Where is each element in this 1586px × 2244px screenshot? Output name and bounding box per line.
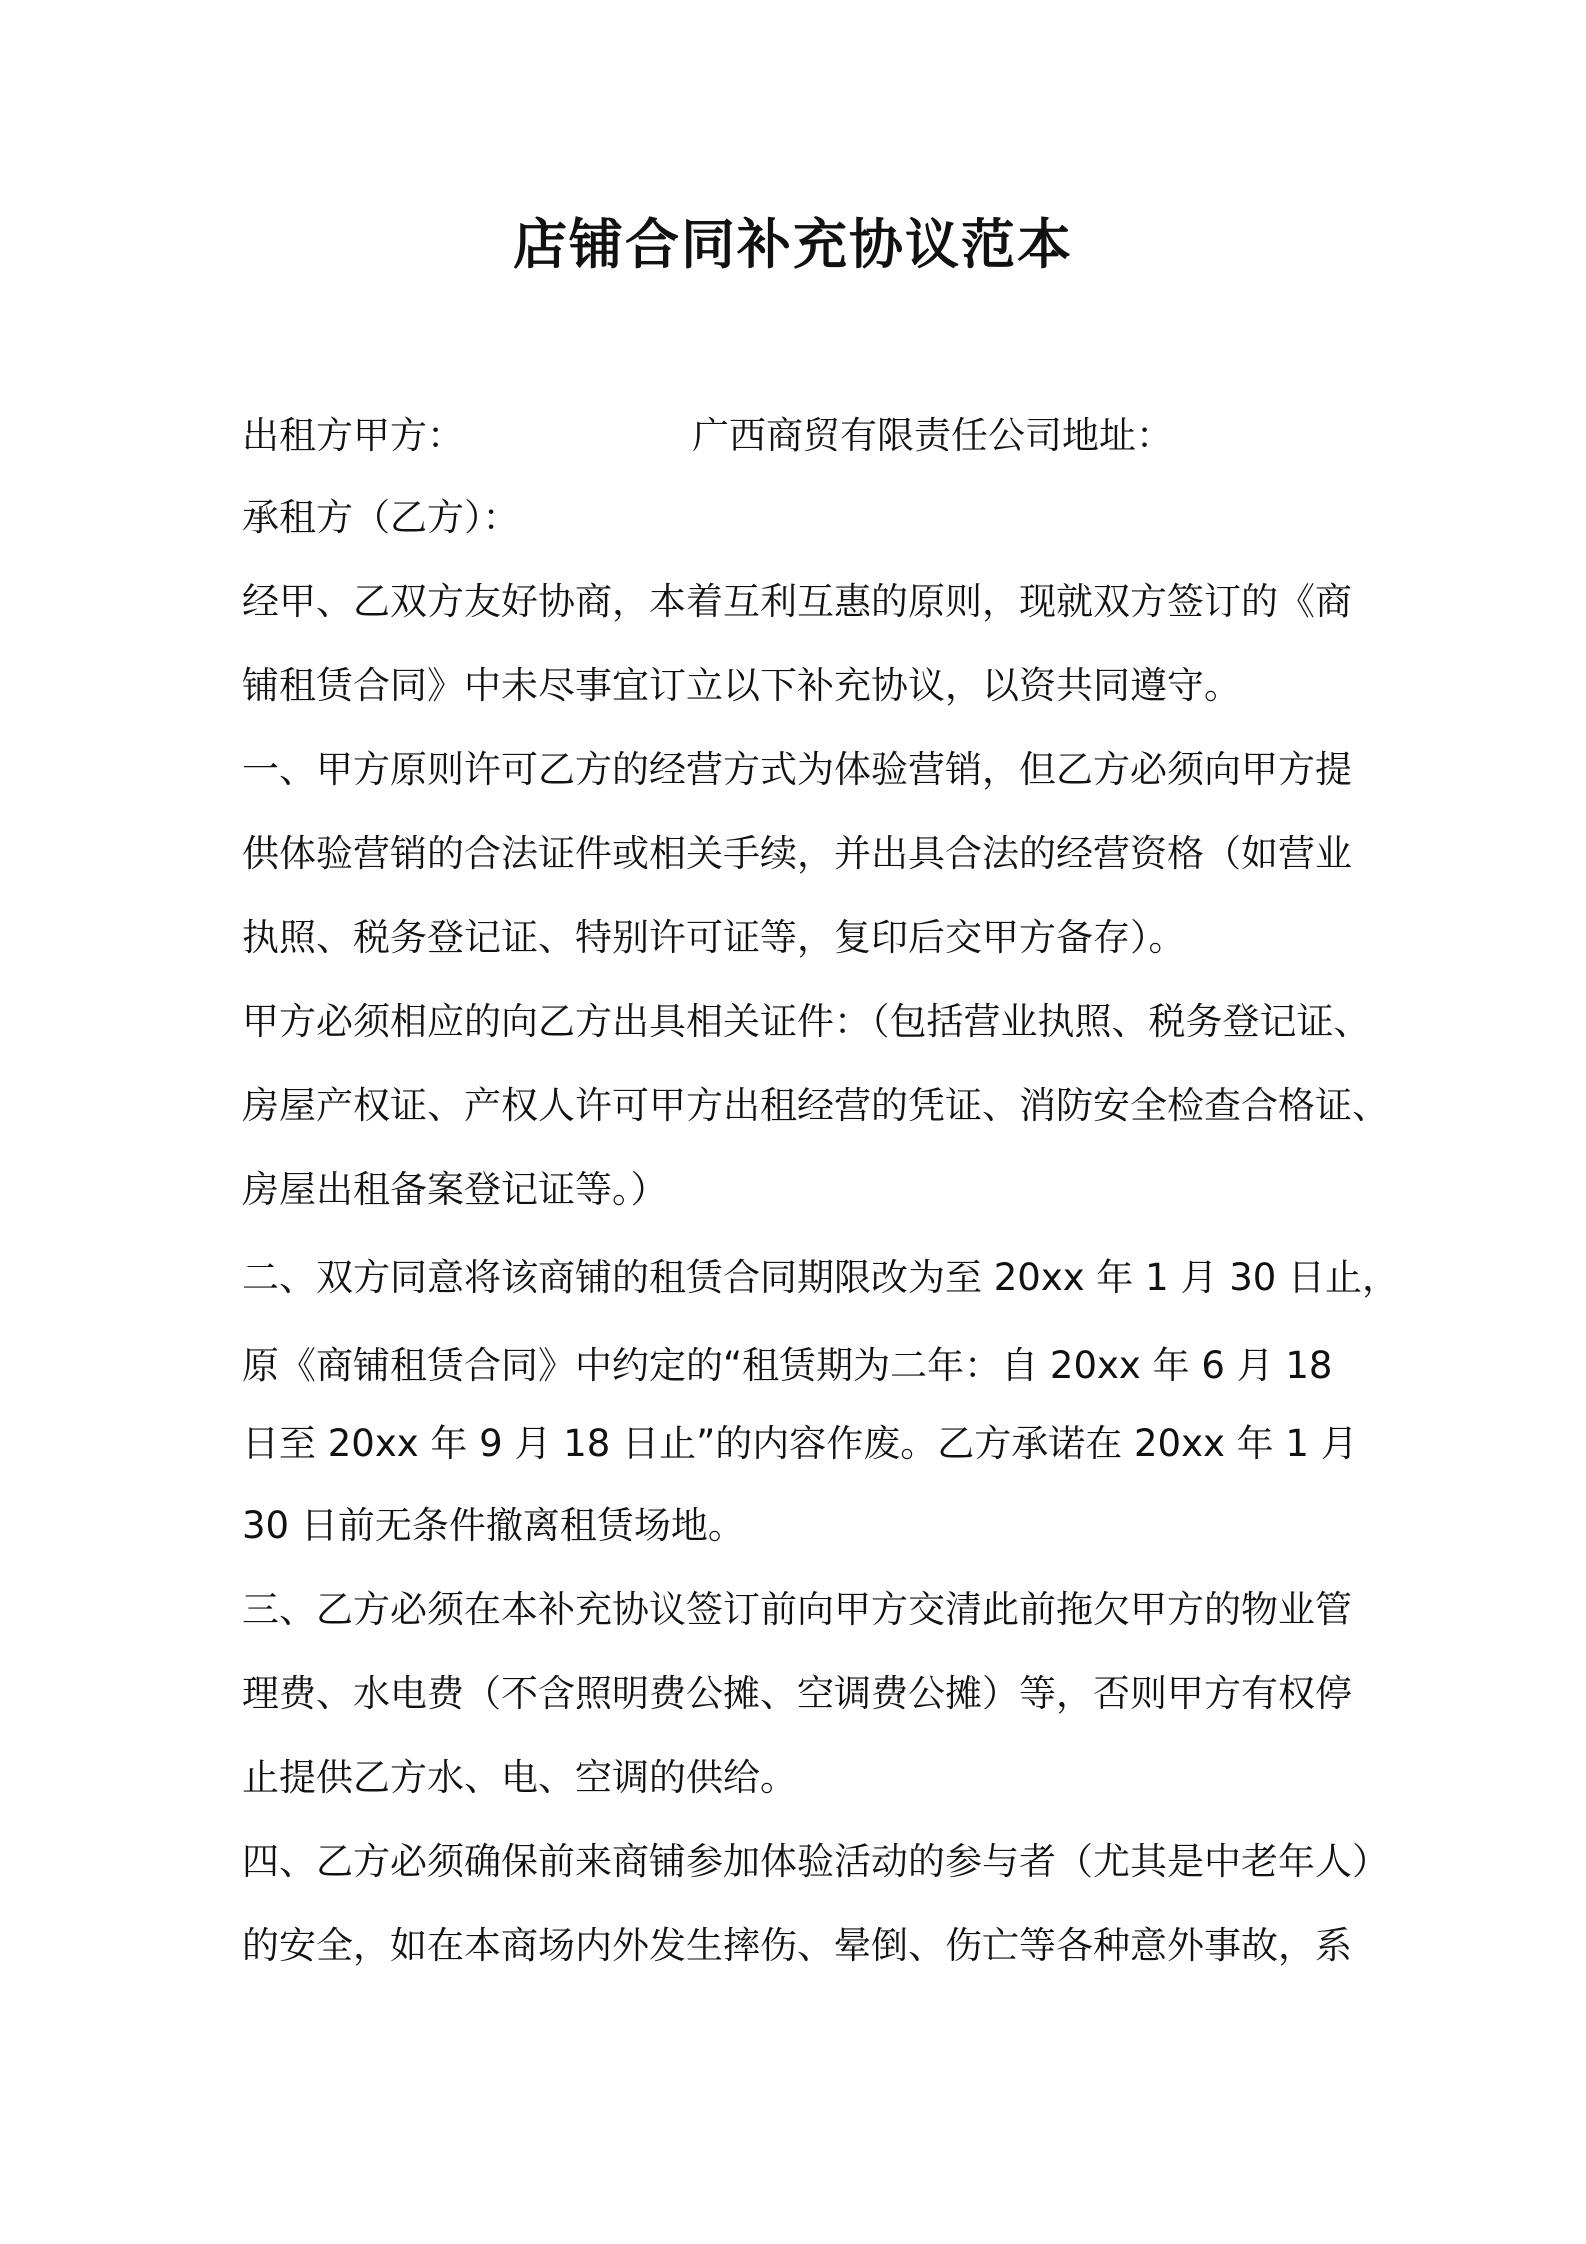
paragraph-line: 四、乙方必须确保前来商铺参加体验活动的参与者（尤其是中老年人） [242, 1840, 1389, 1883]
paragraph-line: 执照、税务登记证、特别许可证等，复印后交甲方备存）。 [242, 916, 1186, 959]
paragraph-line: 的安全，如在本商场内外发生摔伤、晕倒、伤亡等各种意外事故，系 [242, 1924, 1352, 1967]
lessor-row [242, 410, 1362, 462]
paragraph-line: 甲方必须相应的向乙方出具相关证件：（包括营业执照、税务登记证、 [242, 1000, 1371, 1043]
paragraph-line: 原《商铺租赁合同》中约定的“租赁期为二年：自 20xx 年 6 月 18 [242, 1344, 1333, 1387]
paragraph-line: 30 日前无条件撤离租赁场地。 [242, 1504, 745, 1547]
paragraph-line: 三、乙方必须在本补充协议签订前向甲方交清此前拖欠甲方的物业管 [242, 1588, 1352, 1631]
document-title: 店铺合同补充协议范本 [513, 213, 1073, 276]
paragraph-line: 二、双方同意将该商铺的租赁合同期限改为至 20xx 年 1 月 30 日止， [242, 1256, 1400, 1299]
paragraph-line: 经甲、乙双方友好协商，本着互利互惠的原则，现就双方签订的《商 [242, 580, 1352, 623]
paragraph-line: 止提供乙方水、电、空调的供给。 [242, 1756, 797, 1799]
paragraph-line: 房屋出租备案登记证等。） [242, 1168, 668, 1211]
paragraph-line: 理费、水电费（不含照明费公摊、空调费公摊）等，否则甲方有权停 [242, 1672, 1352, 1715]
lessor-company: 广西商贸有限责任公司地址： [692, 414, 1173, 457]
paragraph-line: 铺租赁合同》中未尽事宜订立以下补充协议，以资共同遵守。 [242, 664, 1241, 707]
paragraph-line: 日至 20xx 年 9 月 18 日止”的内容作废。乙方承诺在 20xx 年 1 月 [242, 1422, 1358, 1465]
lessor-label: 出租方甲方： [242, 414, 464, 457]
paragraph-line: 供体验营销的合法证件或相关手续，并出具合法的经营资格（如营业 [242, 832, 1352, 875]
lessee-label: 承租方（乙方）： [242, 496, 520, 539]
paragraph-line: 一、甲方原则许可乙方的经营方式为体验营销，但乙方必须向甲方提 [242, 748, 1352, 791]
paragraph-line: 房屋产权证、产权人许可甲方出租经营的凭证、消防安全检查合格证、 [242, 1084, 1389, 1127]
